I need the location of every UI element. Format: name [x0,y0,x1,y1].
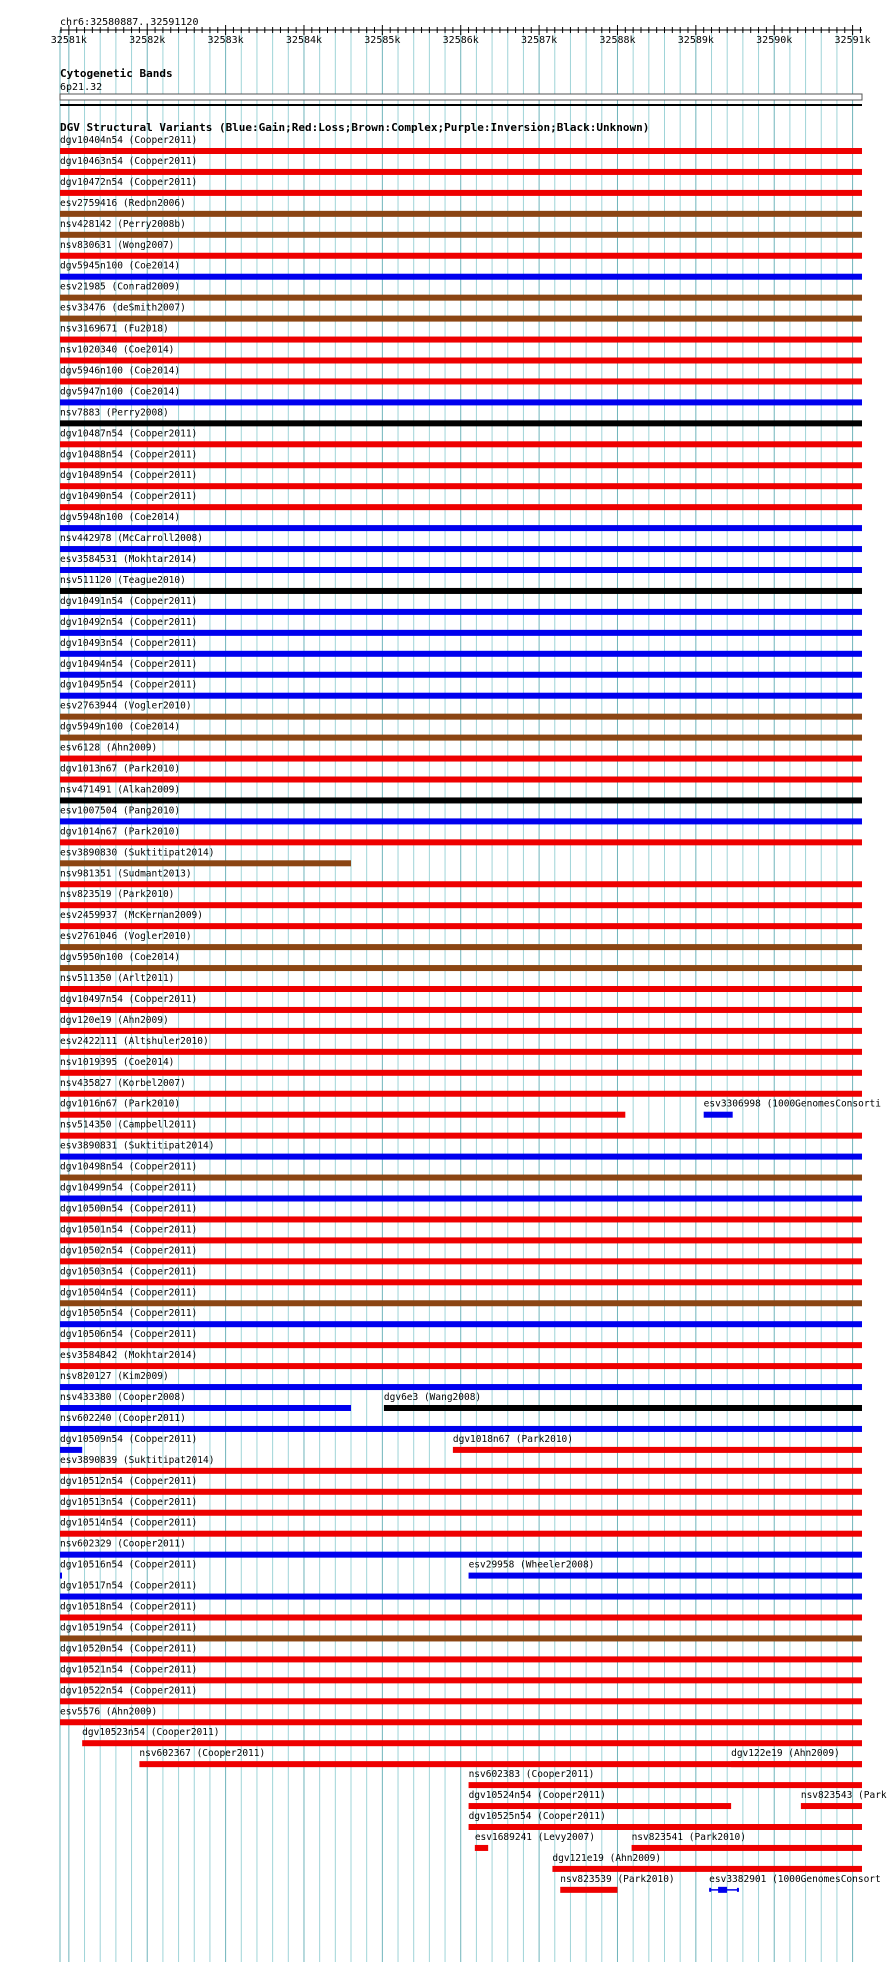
sv-label[interactable]: dgv10501n54 (Cooper2011) [60,1224,198,1236]
ruler-tick-label: 32581k [50,35,87,46]
sv-label[interactable]: dgv10504n54 (Cooper2011) [60,1287,198,1299]
sv-label[interactable]: dgv10500n54 (Cooper2011) [60,1203,198,1215]
sv-label[interactable]: dgv10517n54 (Cooper2011) [60,1580,198,1592]
sv-label[interactable]: nsv602240 (Cooper2011) [60,1412,186,1424]
sv-bar-gain[interactable] [60,1321,862,1327]
sv-label[interactable]: esv3584842 (Mokhtar2014) [60,1350,198,1362]
sv-label[interactable]: esv2422111 (Altshuler2010) [60,1035,209,1047]
sv-bar-loss[interactable] [60,902,862,908]
sv-bar-gain[interactable] [60,1196,862,1202]
sv-label[interactable]: nsv1019395 (Coe2014) [60,1056,175,1068]
sv-bar-loss[interactable] [60,1677,862,1683]
sv-label[interactable]: dgv10472n54 (Cooper2011) [60,176,198,188]
sv-label[interactable]: dgv6e3 (Wang2008) [383,1392,482,1403]
sv-bar-loss[interactable] [469,1782,862,1788]
sv-label[interactable]: dgv1013n67 (Park2010) [60,763,181,775]
sv-label[interactable]: esv1689241 (Levy2007) [474,1831,595,1843]
sv-bar-gain[interactable] [60,1405,351,1411]
sv-label[interactable]: dgv5949n100 (Coe2014) [60,721,181,733]
sv-bar-loss[interactable] [60,1698,862,1704]
sv-bar-loss[interactable] [82,1740,862,1746]
sv-bar-complex[interactable] [60,944,862,950]
sv-bar-gain[interactable] [704,1112,733,1118]
sv-bar-loss[interactable] [731,1761,862,1767]
sv-label[interactable]: dgv10404n54 (Cooper2011) [60,135,198,146]
sv-label[interactable]: dgv10503n54 (Cooper2011) [60,1266,198,1278]
sv-bar-gain[interactable] [60,693,862,699]
sv-label[interactable]: dgv10489n54 (Cooper2011) [60,470,198,482]
sv-bar-gain[interactable] [60,1384,862,1390]
sv-bar-loss[interactable] [60,1510,862,1516]
sv-bar-loss[interactable] [60,148,862,154]
sv-bar-loss[interactable] [60,1531,862,1537]
sv-bar-loss[interactable] [60,881,862,887]
sv-bar-loss[interactable] [60,1049,862,1055]
sv-bar-loss[interactable] [632,1845,862,1851]
sv-bar-loss[interactable] [60,1719,862,1725]
sv-label[interactable]: esv3890839 (Suktitipat2014) [60,1454,215,1466]
location-label: chr6:32580887..32591120 [60,17,199,28]
sv-label[interactable]: esv3382901 (1000GenomesConsort [709,1873,881,1885]
sv-block[interactable] [737,1888,739,1892]
sv-bar-loss[interactable] [60,1091,862,1097]
sv-bar-gain[interactable] [60,1594,862,1600]
sv-label[interactable]: dgv10520n54 (Cooper2011) [60,1643,198,1655]
sv-bar-loss[interactable] [60,1342,862,1348]
sv-label[interactable]: dgv10522n54 (Cooper2011) [60,1685,198,1697]
sv-label[interactable]: nsv3169671 (Fu2018) [60,323,169,335]
sv-label[interactable]: dgv10513n54 (Cooper2011) [60,1496,198,1508]
sv-label[interactable]: dgv10499n54 (Cooper2011) [60,1182,198,1194]
sv-bar-loss[interactable] [60,190,862,196]
cytoband-label: 6p21.32 [60,82,103,93]
sv-bar-gain[interactable] [60,1447,82,1453]
ruler-tick-label: 32588k [599,35,636,46]
sv-bar-loss[interactable] [60,358,862,364]
cytoband-track-title: Cytogenetic Bands [60,67,173,80]
sv-block[interactable] [718,1887,727,1893]
sv-bar-loss[interactable] [552,1866,862,1872]
sv-bar-gain[interactable] [60,1552,862,1558]
sv-bar-gain[interactable] [60,630,862,636]
sv-label[interactable]: dgv10518n54 (Cooper2011) [60,1601,198,1613]
sv-bar-loss[interactable] [60,462,862,468]
sv-label[interactable]: dgv10525n54 (Cooper2011) [468,1811,606,1822]
sv-bar-gain[interactable] [60,651,862,657]
sv-label[interactable]: esv3306998 (1000GenomesConsorti [703,1098,881,1110]
sv-bar-loss[interactable] [60,1489,862,1495]
sv-label[interactable]: esv21985 (Conrad2009) [60,281,181,293]
sv-label[interactable]: nsv428142 (Perry2008b) [60,218,186,230]
sv-bar-gain[interactable] [60,672,862,678]
sv-bar-loss[interactable] [560,1887,617,1893]
sv-bar-loss[interactable] [60,777,862,783]
sv-bar-loss[interactable] [60,1070,862,1076]
sv-label[interactable]: dgv121e19 (Ahn2009) [552,1852,662,1864]
sv-bar-loss[interactable] [60,378,862,384]
sv-label[interactable]: dgv10519n54 (Cooper2011) [60,1622,198,1634]
sv-label[interactable]: esv3890831 (Suktitipat2014) [60,1140,215,1152]
sv-bar-loss[interactable] [60,441,862,447]
sv-label[interactable]: dgv5946n100 (Coe2014) [60,365,181,377]
sv-block[interactable] [709,1888,711,1892]
sv-bar-loss[interactable] [60,169,862,175]
sv-bar-gain[interactable] [60,1154,862,1160]
sv-bar-gain[interactable] [60,818,862,824]
sv-label[interactable]: dgv10490n54 (Cooper2011) [60,491,198,503]
sv-bar-complex[interactable] [60,295,862,301]
sv-bar-complex[interactable] [60,714,862,720]
ruler-tick-label: 32587k [521,35,558,46]
sv-label[interactable]: dgv10463n54 (Cooper2011) [60,155,198,167]
sv-bar-unknown[interactable] [60,588,862,594]
sv-label[interactable]: esv33476 (deSmith2007) [60,302,186,314]
sv-bar-loss[interactable] [60,483,862,489]
sv-label[interactable]: nsv823519 (Park2010) [60,889,175,901]
sv-label[interactable]: esv1007504 (Pang2010) [60,805,181,817]
sv-label[interactable]: dgv10487n54 (Cooper2011) [60,428,198,440]
ruler-tick-label: 32590k [756,35,793,46]
sv-label[interactable]: dgv10497n54 (Cooper2011) [60,993,198,1005]
sv-label[interactable]: esv2763944 (Vogler2010) [60,700,192,712]
sv-bar-loss[interactable] [60,1363,862,1369]
sv-bar-loss[interactable] [60,923,862,929]
sv-label[interactable]: esv6128 (Ahn2009) [60,742,158,754]
sv-bar-gain[interactable] [60,525,862,531]
sv-label[interactable]: dgv10523n54 (Cooper2011) [82,1727,220,1739]
sv-bar-loss[interactable] [60,756,862,762]
sv-label[interactable]: dgv10498n54 (Cooper2011) [60,1161,198,1173]
sv-label[interactable]: dgv10512n54 (Cooper2011) [60,1475,198,1487]
sv-bar-loss[interactable] [469,1803,732,1809]
sv-label[interactable]: dgv5950n100 (Coe2014) [60,952,181,964]
sv-bar-loss[interactable] [60,1615,862,1621]
sv-label[interactable]: dgv5945n100 (Coe2014) [60,260,181,272]
ruler-tick-label: 32591k [834,35,871,46]
sv-bar-loss[interactable] [60,1112,625,1118]
sv-bar-complex[interactable] [60,232,862,238]
sv-label[interactable]: dgv122e19 (Ahn2009) [731,1748,840,1760]
sv-label[interactable]: nsv830631 (Wong2007) [60,239,175,251]
sv-bar-loss[interactable] [60,1007,862,1013]
sv-bar-complex[interactable] [60,1300,862,1306]
sv-label[interactable]: nsv471491 (Alkan2009) [60,784,181,796]
sv-bar-loss[interactable] [453,1447,862,1453]
sv-bar-complex[interactable] [60,1635,862,1641]
sv-label[interactable]: esv3890830 (Suktitipat2014) [60,847,215,859]
sv-label[interactable]: dgv5948n100 (Coe2014) [60,512,181,524]
dgv-features [60,135,887,1893]
sv-bar-loss[interactable] [60,839,862,845]
sv-label[interactable]: dgv10488n54 (Cooper2011) [60,449,198,461]
ruler-tick-label: 32586k [442,35,479,46]
sv-label[interactable]: esv29958 (Wheeler2008) [468,1559,595,1571]
sv-label[interactable]: nsv602367 (Cooper2011) [139,1748,266,1760]
sv-bar-loss[interactable] [60,1468,862,1474]
sv-bar-loss[interactable] [60,1258,862,1264]
sv-bar-complex[interactable] [60,1175,862,1181]
sv-bar-loss[interactable] [60,1216,862,1222]
sv-label[interactable]: nsv1020340 (Coe2014) [60,344,175,356]
cytoband-bar [60,94,862,100]
sv-label[interactable]: esv3584531 (Mokhtar2014) [60,554,198,565]
sv-label[interactable]: nsv442978 (McCarroll2008) [60,533,203,545]
sv-bar-loss[interactable] [469,1824,862,1830]
sv-bar-gain[interactable] [60,399,862,405]
sv-label[interactable]: nsv511350 (Arlt2011) [60,973,175,984]
sv-label[interactable]: nsv435827 (Korbel2007) [60,1077,186,1089]
sv-bar-unknown[interactable] [60,797,862,803]
sv-bar-loss[interactable] [60,1656,862,1662]
sv-label[interactable]: nsv433380 (Cooper2008) [60,1392,186,1403]
sv-label[interactable]: esv2759416 (Redon2006) [60,197,186,209]
sv-label[interactable]: nsv7883 (Perry2008) [60,407,169,419]
ruler-tick-label: 32583k [207,35,244,46]
sv-bar-complex[interactable] [60,211,862,217]
sv-label[interactable]: dgv10521n54 (Cooper2011) [60,1664,198,1676]
sv-bar-complex[interactable] [60,316,862,322]
sv-label[interactable]: nsv981351 (Sudmant2013) [60,868,192,880]
sv-bar-unknown[interactable] [60,420,862,426]
sv-label[interactable]: esv5576 (Ahn2009) [60,1706,158,1718]
sv-bar-loss[interactable] [60,1133,862,1139]
sv-label[interactable]: dgv120e19 (Ahn2009) [60,1014,169,1026]
sv-label[interactable]: nsv820127 (Kim2009) [60,1371,169,1383]
sv-label[interactable]: esv2459937 (McKernan2009) [60,910,203,922]
sv-bar-gain[interactable] [60,274,862,280]
sv-bar-loss[interactable] [801,1803,862,1809]
sv-bar-unknown[interactable] [384,1405,862,1411]
sv-bar-complex[interactable] [60,735,862,741]
sv-label[interactable]: dgv1014n67 (Park2010) [60,826,181,838]
sv-bar-gain[interactable] [60,1426,862,1432]
sv-label[interactable]: nsv823539 (Park2010) [560,1873,675,1885]
sv-label[interactable]: dgv10514n54 (Cooper2011) [60,1517,198,1529]
sv-bar-gain[interactable] [60,1573,62,1579]
sv-label[interactable]: dgv10491n54 (Cooper2011) [60,595,198,607]
sv-bar-loss[interactable] [60,504,862,510]
sv-label[interactable]: nsv823543 (Park [800,1790,887,1802]
sv-bar-loss[interactable] [60,253,862,259]
sv-label[interactable]: esv2761046 (Vogler2010) [60,931,192,943]
sv-label[interactable]: dgv5947n100 (Coe2014) [60,386,181,398]
sv-label[interactable]: dgv10506n54 (Cooper2011) [60,1329,198,1341]
sv-bar-loss[interactable] [475,1845,488,1851]
ruler-tick-label: 32584k [285,35,323,46]
ruler-tick-label: 32589k [677,35,714,46]
dgv-track-title: DGV Structural Variants (Blue:Gain;Red:Loss;Brown:Complex;Purple:Inversion;Black:Unknown) [60,121,650,134]
sv-bar-loss[interactable] [60,1237,862,1243]
ruler-tick-label: 32582k [129,35,166,46]
sv-bar-loss[interactable] [60,1279,862,1285]
sv-label[interactable]: nsv511120 (Teague2010) [60,574,186,586]
sv-bar-complex[interactable] [60,965,862,971]
sv-label[interactable]: dgv10502n54 (Cooper2011) [60,1245,198,1257]
sv-label[interactable]: dgv10494n54 (Cooper2011) [60,658,198,670]
ruler-tick-label: 32585k [364,35,401,46]
sv-label[interactable]: nsv602329 (Cooper2011) [60,1538,186,1550]
sv-label[interactable]: dgv10492n54 (Cooper2011) [60,616,198,628]
sv-bar-gain[interactable] [60,546,862,552]
sv-label[interactable]: nsv514350 (Campbell2011) [60,1119,198,1131]
sv-label[interactable]: dgv10509n54 (Cooper2011) [60,1433,198,1445]
sv-label[interactable]: dgv1018n67 (Park2010) [452,1433,573,1445]
sv-bar-loss[interactable] [60,986,862,992]
sv-label[interactable]: dgv1016n67 (Park2010) [60,1098,181,1110]
sv-bar-gain[interactable] [60,567,862,573]
sv-label[interactable]: dgv10524n54 (Cooper2011) [468,1790,606,1802]
sv-bar-gain[interactable] [60,609,862,615]
sv-label[interactable]: dgv10495n54 (Cooper2011) [60,679,198,691]
sv-label[interactable]: dgv10505n54 (Cooper2011) [60,1308,198,1320]
sv-label[interactable]: dgv10493n54 (Cooper2011) [60,637,198,649]
sv-bar-complex[interactable] [60,860,351,866]
sv-label[interactable]: nsv602383 (Cooper2011) [468,1769,595,1781]
sv-bar-gain[interactable] [469,1573,862,1579]
sv-label[interactable]: nsv823541 (Park2010) [631,1831,746,1843]
sv-bar-loss[interactable] [60,337,862,343]
sv-bar-loss[interactable] [60,1028,862,1034]
sv-label[interactable]: dgv10516n54 (Cooper2011) [60,1559,198,1571]
